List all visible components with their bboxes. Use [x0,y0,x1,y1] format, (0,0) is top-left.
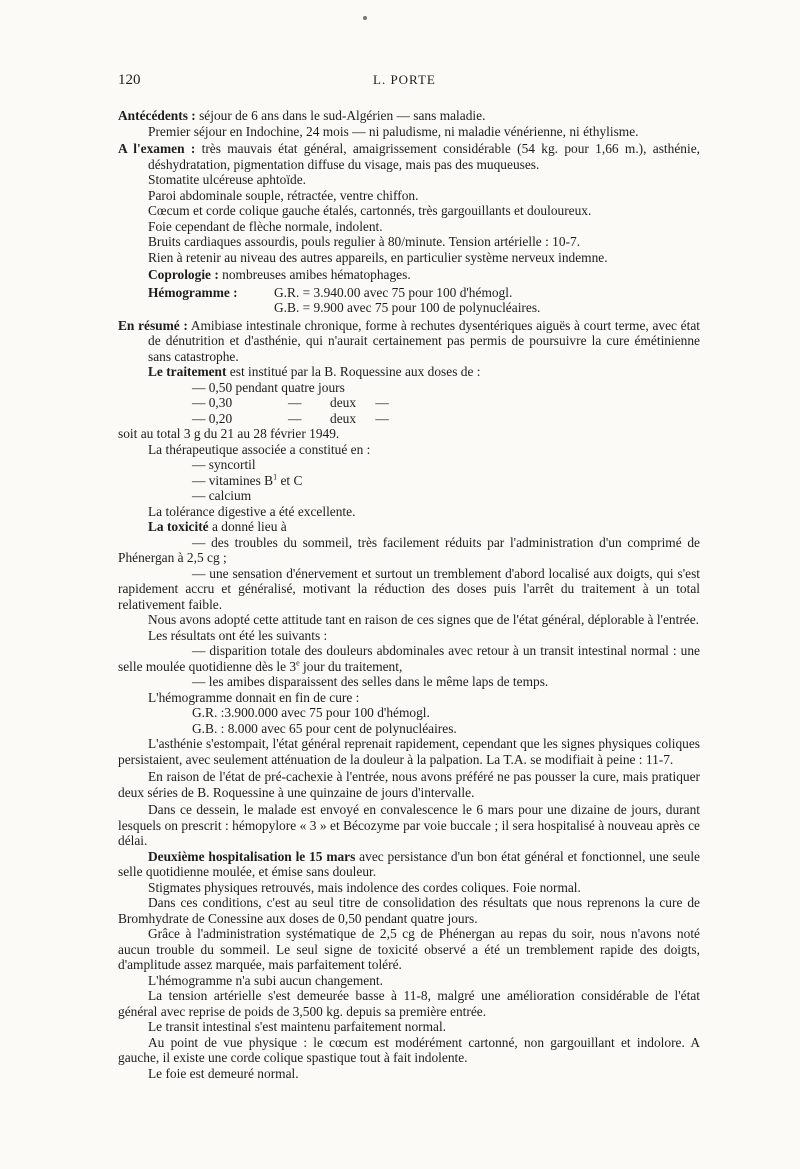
page-header [118,72,700,96]
section-label: Antécédents : [118,108,196,123]
paragraph: Cœcum et corde colique gauche étalés, cartonnés, très gargouillants et douloureux. [148,203,592,218]
hemogram-line: G.B. : 8.000 avec 65 pour cent de polynucléaires. [192,720,457,736]
hemogram-line: G.B. = 9.900 avec 75 pour 100 de polynucléaires. [274,300,541,315]
paragraph: — des troubles du sommeil, très facilement réduits par l'administration d'un comprimé de Phénergan à 2,5 cg ; [118,534,700,565]
paragraph: En raison de l'état de pré-cachexie à l'entrée, nous avons préféré ne pas pousser la cure, mais pratiquer deux séries de B. Roquessine à une quinzaine de jours d'intervalle. [118,769,700,800]
paragraph [118,643,700,674]
document-body [118,108,700,1081]
paragraph [148,267,700,283]
paragraph: Rien à retenir au niveau des autres appareils, en particulier système nerveux indemne. [148,249,608,265]
therapy-line [192,473,700,489]
superscript: e [296,658,300,668]
text: — [288,395,302,410]
page-number: 120 [118,72,141,88]
text: est institué par la B. Roquessine aux doses de : [226,364,481,379]
paragraph [118,108,700,124]
paragraph [118,141,700,172]
section-label: Le traitement [148,364,227,379]
text: avec persistance d'un bon état général et fonctionnel, une seule selle quotidienne moulée, et émise sans douleur. [118,848,700,879]
text: — disparition totale des douleurs abdominales avec retour à un transit intestinal normal : une selle moulée quotidienne dès le 3 [118,643,700,674]
text: — vitamines B [192,472,274,488]
paragraph [118,849,700,880]
paragraph: Au point de vue physique : le cœcum est modérément cartonné, non gargouillant et indolore. A gauche, il existe une corde colique spastique tout à fait indolente. [118,1034,700,1065]
running-title: L. PORTE [373,72,436,87]
text: deux [330,410,357,426]
therapy-line: — calcium [192,488,252,503]
paragraph: — les amibes disparaissent des selles dans le même laps de temps. [192,674,549,689]
paragraph: Grâce à l'administration systématique de 2,5 cg de Phénergan au repas du soir, nous n'avons noté aucun trouble du sommeil. Le seul signe de toxicité observé a été un tremblement rapide des doigts, d'amplitude assez marquée, mais parfaitement toléré. [118,926,700,972]
paragraph: soit au total 3 g du 21 au 28 février 1949. [118,426,340,441]
section-label: Coprologie : [148,267,219,282]
paragraph: Le foie est demeuré normal. [148,1065,299,1081]
paragraph: L'hémogramme n'a subi aucun changement. [148,972,383,988]
paragraph: Dans ce dessein, le malade est envoyé en convalescence le 6 mars pour une dizaine de jours, durant lesquels on prescrit : hémopylore « 3 » et Bécozyme par voie buccale ; il sera hospitalisé à nouveau après ce délai. [118,802,700,848]
paragraph [118,318,700,365]
paragraph: La thérapeutique associée a constitué en : [148,441,371,457]
paragraph: Dans ces conditions, c'est au seul titre de consolidation des résultats que nous reprenons la cure de Bromhydrate de Conessine aux doses de 0,50 pendant quatre jours. [118,895,700,926]
text: deux [330,395,357,410]
text: très mauvais état général, amaigrissement considérable (54 kg. pour 1,66 m.), asthénie, déshydratation, pigmentation diffuse du visage, mais pas des muqueuses. [148,141,700,172]
paragraph: La tension artérielle s'est demeurée basse à 11-8, malgré une amélioration considérable de l'état général avec reprise de poids de 3,500 kg. depuis sa première entrée. [118,988,700,1019]
section-label: A l'examen : [118,141,196,156]
text: — [375,410,389,426]
text: Amibiase intestinale chronique, forme à rechutes dysentériques aiguës à court terme, avec état de dénutrition et d'asthénie, qui n'aurait certainement pas permis de poursuivre la cure émétinienne sans catastrophe. [148,317,700,364]
paragraph: — une sensation d'énervement et surtout un tremblement d'abord localisé aux doigts, qui s'est rapidement accru et généralisé, motivant la réduction des doses puis l'arrêt du traitement à un total relativement faible. [118,565,700,612]
therapy-line: — syncortil [192,457,256,472]
text: jour du traitement, [299,658,403,674]
paragraph: L'hémogramme donnait en fin de cure : [148,689,360,705]
paragraph [148,364,700,380]
paragraph: Les résultats ont été les suivants : [148,627,328,643]
paragraph: Bruits cardiaques assourdis, pouls regulier à 80/minute. Tension artérielle : 10-7. [148,234,581,249]
paragraph: L'asthénie s'estompait, l'état général reprenait rapidement, cependant que les signes physiques coliques persistaient, avec seulement atténuation de la douleur à la palpation. La T.A. se modifiait à peine : 11-7. [118,736,700,767]
paragraph: Paroi abdominale souple, rétractée, ventre chiffon. [148,187,419,203]
paragraph: Nous avons adopté cette attitude tant en raison de ces signes que de l'état général, déplorable à l'entrée. [148,612,700,627]
text: — [375,395,389,410]
section-label: Deuxième hospitalisation le 15 mars [148,848,356,864]
text: séjour de 6 ans dans le sud-Algérien — sans maladie. [195,108,486,123]
print-speck [363,16,367,20]
text: nombreuses amibes hématophages. [218,267,411,282]
text: — 0,30 [192,395,233,410]
text: G.R. = 3.940.00 avec 75 pour 100 d'hémogl. [274,284,513,300]
paragraph: Stigmates physiques retrouvés, mais indolence des cordes coliques. Foie normal. [148,879,581,895]
dose-line: — 0,50 pendant quatre jours [192,379,345,395]
paragraph: Stomatite ulcéreuse aphtoïde. [148,172,307,187]
text: a donné lieu à [208,519,287,534]
dose-line [192,395,700,411]
paragraph: Le transit intestinal s'est maintenu parfaitement normal. [148,1019,447,1034]
hemogram-line: G.R. :3.900.000 avec 75 pour 100 d'hémogl. [192,705,430,720]
section-label: La toxicité [148,519,209,534]
paragraph: La tolérance digestive a été excellente. [148,503,356,519]
text: — [288,410,302,426]
paragraph: Foie cependant de flèche normale, indolent. [148,218,383,234]
paragraph [148,519,700,535]
text: et C [277,472,303,488]
hemogram-line [148,285,700,301]
section-label: En résumé : [118,317,188,333]
section-label: Hémogramme : [148,284,238,300]
superscript: 1 [273,472,278,482]
paragraph: Premier séjour en Indochine, 24 mois — ni paludisme, ni maladie vénérienne, ni éthylisme. [148,123,639,139]
dose-line [192,411,700,427]
text: — 0,20 [192,410,233,426]
